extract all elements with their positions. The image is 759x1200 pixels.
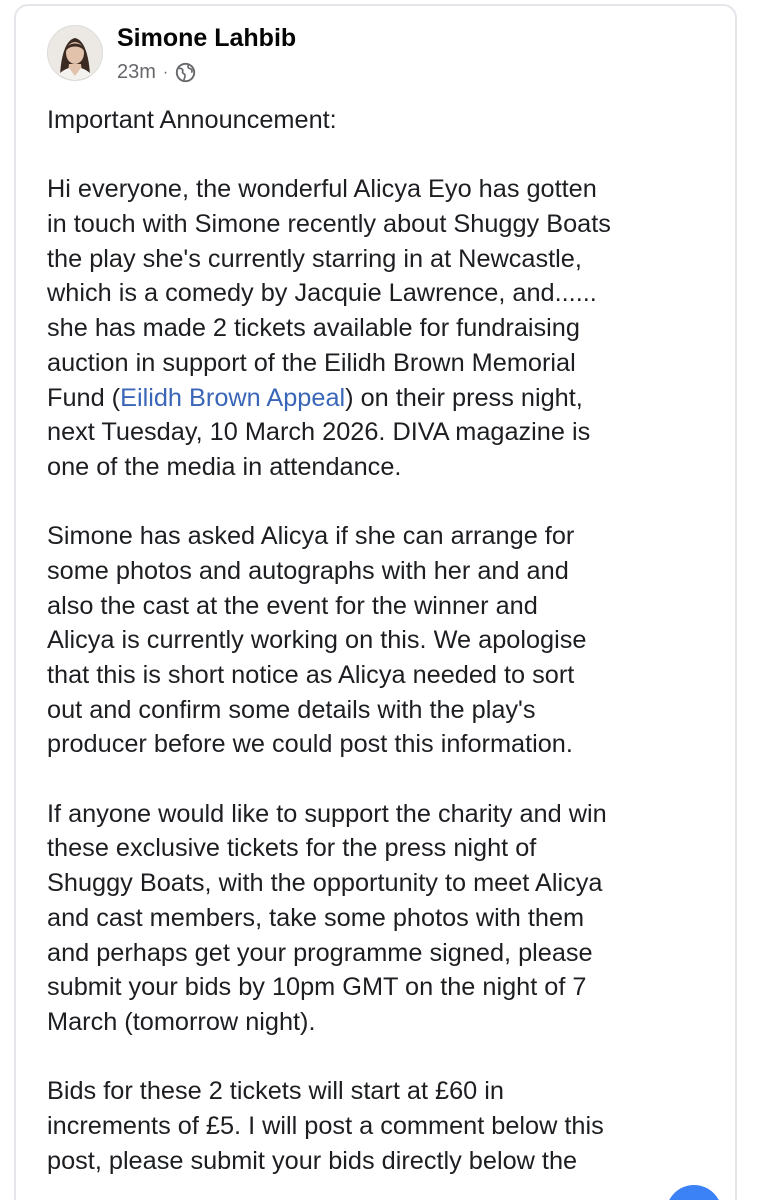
text-line: Shuggy Boats, with the opportunity to meet Alicya: [47, 869, 603, 898]
text-line: she has made 2 tickets available for fundraising: [47, 314, 580, 343]
paragraph-1: [47, 172, 727, 484]
paragraph-4: [47, 1074, 727, 1178]
paragraph-3: [47, 797, 727, 1040]
text-line: the play she's currently starring in at Newcastle,: [47, 244, 582, 273]
text-line: Simone has asked Alicya if she can arrange for: [47, 522, 575, 551]
text-line: increments of £5. I will post a comment below this: [47, 1111, 604, 1140]
text-line: Hi everyone, the wonderful Alicya Eyo has gotten: [47, 175, 597, 204]
text-line: these exclusive tickets for the press night of: [47, 834, 537, 863]
text-line: Alicya is currently working on this. We apologise: [47, 626, 587, 655]
text-line-with-link: [47, 381, 727, 416]
text-fragment: Fund (: [47, 383, 121, 412]
text-line: submit your bids by 10pm GMT on the night of 7: [47, 973, 587, 1002]
text-line: March (tomorrow night).: [47, 1007, 316, 1036]
text-line: post, please submit your bids directly below the: [47, 1146, 578, 1175]
text-line: out and confirm some details with the play's: [47, 695, 536, 724]
globe-icon[interactable]: [175, 62, 196, 83]
eilidh-brown-appeal-link[interactable]: Eilidh Brown Appeal: [120, 383, 346, 412]
profile-photo-icon: [48, 26, 102, 80]
text-line: and perhaps get your programme signed, please: [47, 938, 593, 967]
post-body: [47, 103, 727, 1178]
text-line: some photos and autographs with her and and: [47, 556, 569, 585]
text-line: in touch with Simone recently about Shuggy Boats: [47, 210, 611, 239]
author-avatar[interactable]: [47, 25, 103, 81]
paragraph-2: [47, 519, 727, 762]
text-fragment: ) on their press night,: [345, 383, 583, 412]
text-line: producer before we could post this information.: [47, 730, 573, 759]
text-line: If anyone would like to support the charity and win: [47, 799, 607, 828]
text-line: and cast members, take some photos with them: [47, 903, 585, 932]
text-line: Bids for these 2 tickets will start at £60 in: [47, 1077, 504, 1106]
text-line: next Tuesday, 10 March 2026. DIVA magazine is: [47, 418, 591, 447]
meta-separator: ·: [162, 63, 169, 81]
text-line: auction in support of the Eilidh Brown Memorial: [47, 348, 576, 377]
text-line: one of the media in attendance.: [47, 452, 402, 481]
text-line: also the cast at the event for the winner and: [47, 591, 538, 620]
post-meta: [117, 61, 196, 84]
post-timestamp[interactable]: 23m: [117, 61, 156, 83]
announcement-heading: Important Announcement:: [47, 106, 337, 134]
text-line: that this is short notice as Alicya needed to sort: [47, 661, 575, 689]
author-name[interactable]: Simone Lahbib: [117, 24, 297, 52]
text-line: which is a comedy by Jacquie Lawrence, and......: [47, 279, 597, 308]
